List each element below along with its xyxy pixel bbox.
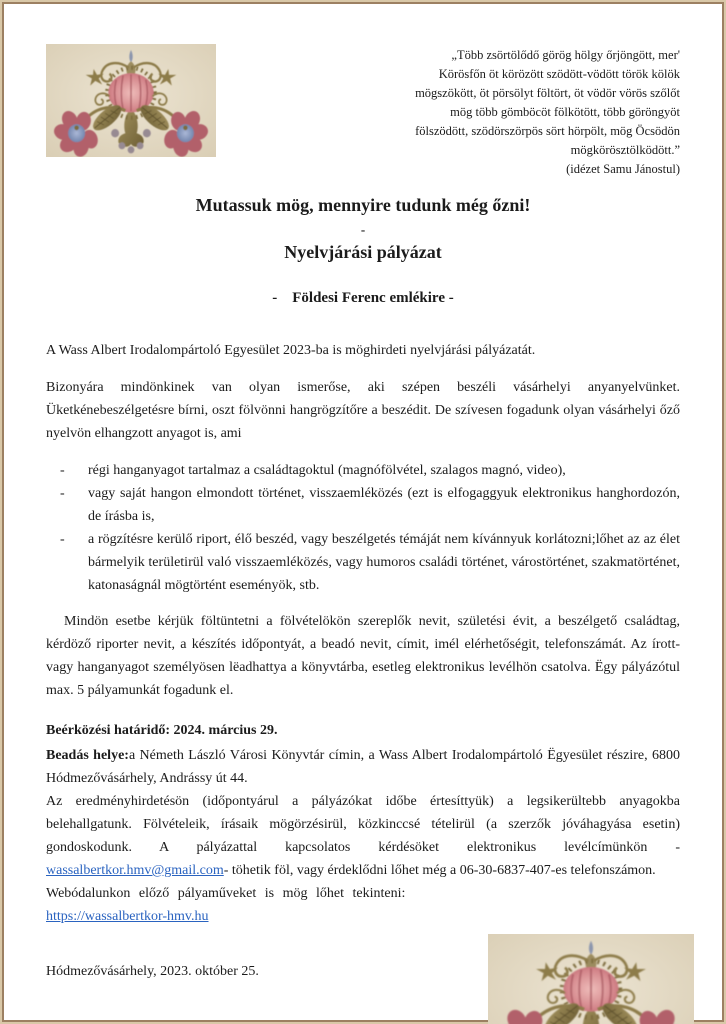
- dedication-line: - Földesi Ferenc emlékire -: [272, 290, 454, 306]
- page-footer: [46, 934, 680, 1024]
- website-link[interactable]: https://wassalbertkor-hmv.hu: [46, 909, 209, 924]
- results-paragraph: [46, 790, 680, 882]
- intro-paragraph: A Wass Albert Irodalompártoló Egyesület 2023-ba is möghirdeti nyelvjárási pályázatát.: [46, 343, 536, 358]
- deadline-line: Beérközési határidő: 2024. március 29.: [46, 723, 278, 738]
- list-item: [60, 459, 680, 482]
- quote-line: mögszökött, öt pörsölyt föltört, öt vödör vörös szőlőt: [415, 86, 680, 100]
- details-paragraph: Mindön esetbe kérjük föltüntetni a fölvételökön szereplők nevit, születési évit, a beszélgető családtag, kérdöző riporter nevit, a készítés időpontyát, a beadó nevit, címit, imél elérhetőségit, telefonszámát. Az írott- vagy hanganyagot személyösen lëadhattya a könyvtárba, esetleg elektronikus levélhön csatolva. Ëgy pályázótul max. 5 pályamunkát fogadunk el.: [46, 614, 680, 698]
- page-subtitle: Nyelvjárási pályázat: [284, 242, 442, 262]
- list-marker: -: [60, 463, 65, 478]
- document-body: [46, 339, 680, 928]
- website-intro-line: Webódalunkon előző pályaműveket is mög lőhet tekinteni:: [46, 886, 406, 901]
- quote-line: „Több zsörtölődő görög hölgy őrjöngött, mer': [451, 48, 680, 62]
- results-text-after: - töhetik föl, vagy érdeklődni lőhet még a 06-30-6837-407-es telefonszámon.: [223, 863, 656, 878]
- place-date-line: Hódmezővásárhely, 2023. október 25.: [46, 964, 259, 979]
- list-item-text: vagy saját hangon elmondott történet, visszaemléközés (ezt is elfogaggyuk elektronikus hanghordozón, de írásba is,: [88, 486, 680, 524]
- page-title: Mutassuk mög, mennyire tudunk még őzni!: [195, 195, 531, 215]
- list-marker: -: [60, 532, 65, 547]
- title-block: [46, 195, 680, 307]
- quote-line: mög több gömböcöt fölkötött, több göröngyöt: [450, 105, 680, 119]
- email-link[interactable]: wassalbertkor.hmv@gmail.com: [46, 863, 224, 878]
- submission-paragraph: [46, 744, 680, 790]
- list-marker: -: [60, 486, 65, 501]
- folk-ornament-image: [46, 44, 216, 157]
- list-item: [60, 528, 680, 597]
- quote-line: fölszödött, szödörszörpös sört hörpölt, mög Öcsödön: [415, 124, 680, 138]
- list-item-text: a rögzítésre kerülő riport, élő beszéd, vagy beszélgetés témáját nem kívánnyuk korlátozni;lőhet az az élet bármelyik területirül való visszaemléközés, vagy humoros családi történet, várostörténet, szakmatörténet, katonaságnál mögtörtént eseményök, stb.: [88, 532, 680, 593]
- lead-paragraph: Bizonyára mindönkinek van olyan ismerőse, aki szépen beszéli vásárhelyi anyanyelvünket. Üketkénebeszélgetésre bírni, oszt fölvönni hangrögzítőre a beszédit. De szívesen fogadunk olyan vásárhelyi őző nyelvön elhangzott anyagot is, ami: [46, 380, 680, 441]
- website-url-line: [46, 905, 680, 928]
- quote-line: mögkörösztölködött.”: [570, 143, 680, 157]
- list-item-text: régi hanganyagot tartalmaz a családtagoktul (magnófölvétel, szalagos magnó, video),: [88, 463, 566, 478]
- epigraph-quote: [372, 44, 680, 179]
- submission-text: a Németh László Városi Könyvtár címin, a Wass Albert Irodalompártoló Ëgyesület részire, 6800 Hódmezővásárhely, Andrássy út 44.: [46, 748, 680, 786]
- results-text-before: Az eredményhirdetésön (időpontyárul a pályázókat időbe értesíttyük) a legsikerültebb anyagokba belehallgatunk. Fölvételeik, írásaik mögörzésirül, közkinccsé tételirül (a szerzők jóváhagyása esetin) gondoskodunk. A pályázattal kapcsolatos kérdésöket elektronikus levélcímünkön -: [46, 794, 680, 855]
- page-header: [46, 44, 680, 179]
- folk-ornament-image: [488, 934, 694, 1024]
- title-separator: -: [360, 222, 366, 237]
- quote-line: Körösfőn öt körözött szödött-vödött török kölök: [438, 67, 680, 81]
- list-item: [60, 482, 680, 528]
- submission-label: Beadás helye:: [46, 748, 129, 763]
- quote-attribution: (idézet Samu Jánostul): [566, 162, 680, 176]
- submission-types-list: [60, 459, 680, 597]
